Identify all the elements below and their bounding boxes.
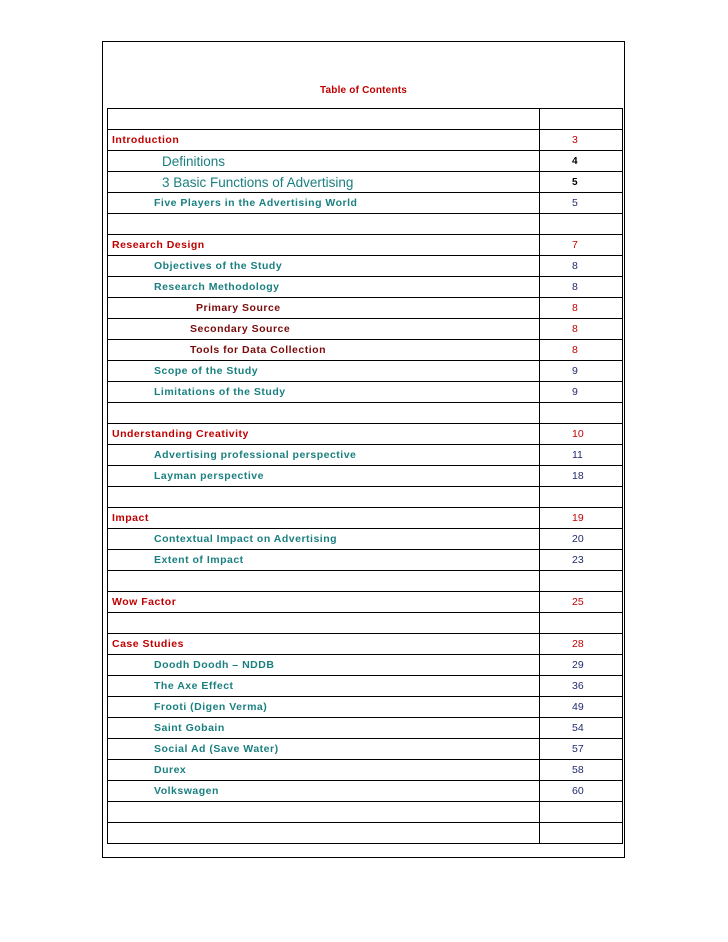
toc-row [108, 445, 623, 466]
toc-label [108, 403, 540, 424]
toc-label: Research Methodology [108, 277, 540, 298]
toc-row [108, 277, 623, 298]
toc-label: Limitations of the Study [108, 382, 540, 403]
toc-row-blank [108, 802, 623, 823]
toc-row [108, 361, 623, 382]
toc-page: 8 [540, 256, 623, 277]
toc-page [540, 214, 623, 235]
toc-label: Volkswagen [108, 781, 540, 802]
toc-row [108, 718, 623, 739]
toc-page: 20 [540, 529, 623, 550]
toc-page: 19 [540, 508, 623, 529]
toc-label: Five Players in the Advertising World [108, 193, 540, 214]
toc-page: 25 [540, 592, 623, 613]
toc-page [540, 571, 623, 592]
toc-page: 8 [540, 319, 623, 340]
toc-label: Layman perspective [108, 466, 540, 487]
toc-page: 29 [540, 655, 623, 676]
toc-label: Primary Source [108, 298, 540, 319]
toc-page: 58 [540, 760, 623, 781]
toc-page: 7 [540, 235, 623, 256]
toc-row [108, 319, 623, 340]
toc-label: Research Design [108, 235, 540, 256]
toc-page: 5 [540, 172, 623, 193]
toc-row-blank [108, 109, 623, 130]
toc-row [108, 676, 623, 697]
toc-title: Table of Contents [319, 85, 408, 96]
toc-label: Impact [108, 508, 540, 529]
toc-page: 49 [540, 697, 623, 718]
toc-row [108, 340, 623, 361]
toc-row-blank [108, 613, 623, 634]
toc-page: 11 [540, 445, 623, 466]
toc-label [108, 802, 540, 823]
toc-label: Introduction [108, 130, 540, 151]
toc-page [540, 403, 623, 424]
toc-row [108, 256, 623, 277]
toc-label: Durex [108, 760, 540, 781]
toc-label [108, 571, 540, 592]
toc-label [108, 613, 540, 634]
toc-row-blank [108, 823, 623, 844]
toc-row-section [108, 130, 623, 151]
toc-page: 9 [540, 382, 623, 403]
toc-page: 36 [540, 676, 623, 697]
toc-label: Objectives of the Study [108, 256, 540, 277]
toc-row [108, 382, 623, 403]
toc-row-section [108, 424, 623, 445]
toc-row-blank [108, 403, 623, 424]
toc-table [107, 108, 623, 844]
toc-label [108, 109, 540, 130]
toc-page: 54 [540, 718, 623, 739]
toc-row-blank [108, 487, 623, 508]
toc-label [108, 487, 540, 508]
toc-page [540, 487, 623, 508]
toc-label: Secondary Source [108, 319, 540, 340]
toc-label: Case Studies [108, 634, 540, 655]
toc-label: Saint Gobain [108, 718, 540, 739]
toc-label: Doodh Doodh – NDDB [108, 655, 540, 676]
toc-row [108, 172, 623, 193]
toc-row [108, 193, 623, 214]
toc-page: 5 [540, 193, 623, 214]
toc-row [108, 781, 623, 802]
toc-row-section [108, 592, 623, 613]
toc-label: Frooti (Digen Verma) [108, 697, 540, 718]
toc-row-section [108, 634, 623, 655]
toc-label [108, 823, 540, 844]
toc-page: 10 [540, 424, 623, 445]
toc-row [108, 466, 623, 487]
toc-page: 8 [540, 277, 623, 298]
toc-row [108, 151, 623, 172]
toc-row [108, 529, 623, 550]
toc-row [108, 655, 623, 676]
toc-label: Definitions [108, 151, 540, 172]
toc-row-blank [108, 214, 623, 235]
toc-row-blank [108, 571, 623, 592]
toc-label: Social Ad (Save Water) [108, 739, 540, 760]
toc-page: 18 [540, 466, 623, 487]
toc-label: The Axe Effect [108, 676, 540, 697]
toc-page [540, 823, 623, 844]
toc-label: Tools for Data Collection [108, 340, 540, 361]
toc-row [108, 739, 623, 760]
toc-page: 8 [540, 298, 623, 319]
toc-label: Advertising professional perspective [108, 445, 540, 466]
toc-row [108, 697, 623, 718]
toc-row [108, 550, 623, 571]
toc-page: 9 [540, 361, 623, 382]
toc-label: Contextual Impact on Advertising [108, 529, 540, 550]
toc-page: 4 [540, 151, 623, 172]
toc-label: 3 Basic Functions of Advertising [108, 172, 540, 193]
toc-page: 3 [540, 130, 623, 151]
toc-row-section [108, 508, 623, 529]
toc-page: 8 [540, 340, 623, 361]
toc-page: 57 [540, 739, 623, 760]
toc-row-section [108, 235, 623, 256]
toc-page: 28 [540, 634, 623, 655]
document-page [102, 41, 625, 858]
toc-page: 23 [540, 550, 623, 571]
toc-page [540, 613, 623, 634]
toc-page [540, 802, 623, 823]
toc-label [108, 214, 540, 235]
toc-label: Scope of the Study [108, 361, 540, 382]
toc-row [108, 298, 623, 319]
toc-row [108, 760, 623, 781]
toc-label: Understanding Creativity [108, 424, 540, 445]
toc-label: Wow Factor [108, 592, 540, 613]
toc-label: Extent of Impact [108, 550, 540, 571]
toc-page: 60 [540, 781, 623, 802]
toc-page [540, 109, 623, 130]
